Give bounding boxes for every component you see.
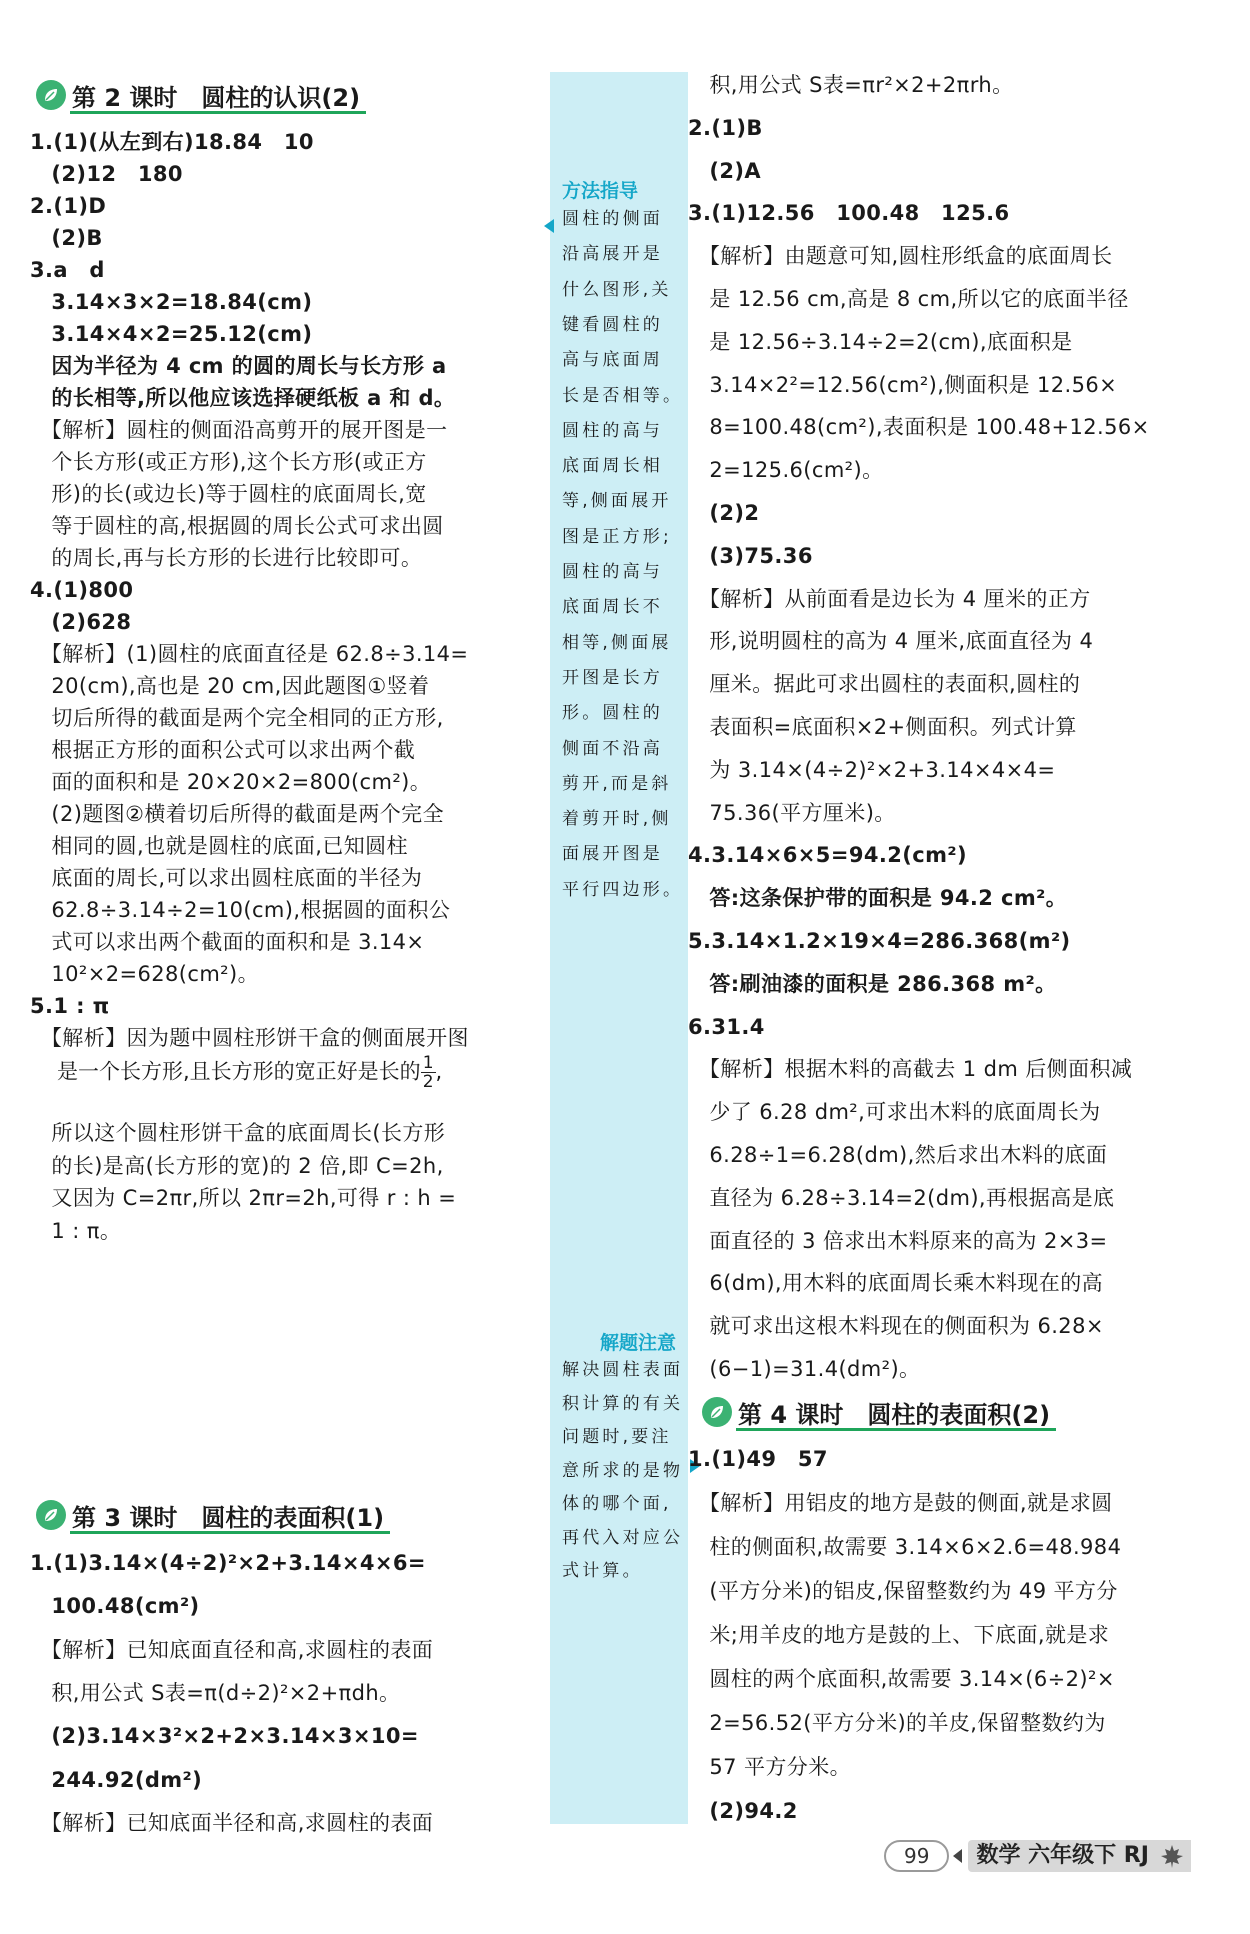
tip-title-note: 解题注意 (600, 1332, 677, 1354)
answer-line: 根据正方形的面积公式可以求出两个截 (30, 738, 416, 762)
answer-line: 【解析】已知底面直径和高,求圆柱的表面 (30, 1637, 434, 1662)
maple-leaf-icon (1159, 1840, 1191, 1872)
tip-line: 积计算的有关 (562, 1393, 684, 1414)
tip-line: 着剪开时,侧 (562, 809, 672, 830)
answer-line: 20(cm),高也是 20 cm,因此题图①竖着 (30, 674, 430, 698)
tip-line: 圆柱的高与 (562, 562, 663, 582)
answer-line: 6.28÷1=6.28(dm),然后求出木料的底面 (688, 1143, 1108, 1167)
answer-line: (2)628 (30, 610, 132, 634)
answer-line: 面的面积和是 20×20×2=800(cm²)。 (30, 770, 432, 794)
answer-line: 【解析】由题意可知,圆柱形纸盒的底面周长 (688, 244, 1113, 269)
section-title: 第 4 课时 圆柱的表面积(2) (738, 1400, 1051, 1429)
section-title: 第 2 课时 圆柱的认识(2) (72, 83, 361, 112)
answer-line: 【解析】(1)圆柱的底面直径是 62.8÷3.14= (30, 642, 469, 666)
answer-line: (2)题图②横着切后所得的截面是两个完全 (30, 802, 444, 826)
tip-line: 沿高展开是 (562, 244, 663, 265)
tip-line: 相等,侧面展 (562, 632, 672, 653)
answer-line: 柱的侧面积,故需要 3.14×6×2.6=48.984 (688, 1535, 1122, 1559)
answer-line: (2)A (688, 158, 762, 183)
book-title: 数学 六年级下 RJ (968, 1840, 1158, 1872)
tip-line: 再代入对应公 (562, 1527, 684, 1548)
answer-line: 3.a d (30, 258, 105, 282)
tip-line: 底面周长相 (562, 456, 663, 477)
answer-line: 就可求出这根木料现在的侧面积为 6.28× (688, 1314, 1104, 1339)
tip-line: 什么图形,关 (562, 279, 672, 300)
answer-line: 少了 6.28 dm²,可求出木料的底面周长为 (688, 1100, 1101, 1125)
answer-line: 2.(1)B (688, 115, 763, 140)
tip-line: 键看圆柱的 (562, 314, 663, 335)
tip-line: 圆柱的侧面 (562, 209, 663, 229)
answer-line: 直径为 6.28÷3.14=2(dm),再根据高是底 (688, 1185, 1115, 1210)
answer-line: 的长)是高(长方形的宽)的 2 倍,即 C=2h, (30, 1153, 444, 1178)
answer-line: 【解析】根据木料的高截去 1 dm 后侧面积减 (688, 1057, 1133, 1082)
tip-title-method: 方法指导 (562, 180, 639, 202)
fraction-denominator: 2 (422, 1072, 434, 1092)
answer-line: 4.3.14×6×5=94.2(cm²) (688, 843, 967, 868)
left-pointer-icon (544, 219, 554, 233)
answer-line: 6.31.4 (688, 1014, 765, 1039)
answer-line: 答:刷油漆的面积是 286.368 m²。 (688, 971, 1057, 996)
tip-line: 式计算。 (562, 1561, 643, 1581)
tip-line: 问题时,要注 (562, 1427, 672, 1447)
answer-line: (2)2 (688, 501, 760, 525)
answer-line: (2)94.2 (688, 1799, 798, 1823)
tip-line: 体的哪个面, (562, 1494, 672, 1514)
section-title: 第 3 课时 圆柱的表面积(1) (72, 1503, 385, 1532)
tip-line: 侧面不沿高 (562, 738, 663, 759)
tip-line: 底面周长不 (562, 597, 663, 618)
tip-line: 平行四边形。 (562, 879, 684, 900)
answer-line: 表面积=底面积×2+侧面积。列式计算 (688, 715, 1077, 739)
answer-line: 62.8÷3.14÷2=10(cm),根据圆的面积公 (30, 898, 451, 922)
section-underline (736, 1428, 1056, 1431)
tip-line: 剪开,而是斜 (562, 773, 672, 794)
answer-line: 10²×2=628(cm²)。 (30, 962, 259, 986)
leaf-badge-icon (36, 1500, 66, 1530)
answer-line: 2=125.6(cm²)。 (688, 458, 884, 483)
fraction-line-prefix: 是一个长方形,且长方形的宽正好是长的 (36, 1059, 421, 1084)
answer-line: 4.(1)800 (30, 578, 134, 602)
answer-line-with-fraction (36, 1054, 442, 1091)
answer-line: 底面的周长,可以求出圆柱底面的半径为 (30, 866, 423, 890)
answer-line: 积,用公式 S表=π(d÷2)²×2+πdh。 (30, 1680, 401, 1705)
section-heading-lesson-2 (36, 76, 360, 114)
answer-line: (2)3.14×3²×2+2×3.14×3×10= (30, 1724, 419, 1749)
page-footer (884, 1838, 1191, 1874)
leaf-badge-icon (36, 80, 66, 110)
answer-line: 又因为 C=2πr,所以 2πr=2h,可得 r : h = (30, 1186, 457, 1210)
answer-line: 厘米。据此可求出圆柱的表面积,圆柱的 (688, 672, 1081, 697)
answer-line: (平方分米)的铝皮,保留整数约为 49 平方分 (688, 1579, 1118, 1603)
answer-line: 等于圆柱的高,根据圆的周长公式可求出圆 (30, 514, 444, 538)
section-underline (70, 111, 366, 114)
fraction-one-half (421, 1054, 436, 1091)
answer-line: 8=100.48(cm²),表面积是 100.48+12.56× (688, 415, 1150, 440)
answer-line: 是 12.56 cm,高是 8 cm,所以它的底面半径 (688, 287, 1129, 311)
answer-line: 因为半径为 4 cm 的圆的周长与长方形 a (30, 354, 447, 378)
answer-line: 57 平方分米。 (688, 1755, 851, 1779)
answer-line: 2=56.52(平方分米)的羊皮,保留整数约为 (688, 1711, 1106, 1735)
answer-line: 形)的长(或边长)等于圆柱的底面周长,宽 (30, 482, 427, 506)
tip-line: 高与底面周 (562, 350, 663, 371)
answer-line: 1.(1)3.14×(4÷2)²×2+3.14×4×6= (30, 1551, 426, 1575)
leaf-badge-icon (702, 1397, 732, 1427)
answer-line: 2.(1)D (30, 194, 107, 218)
answer-line: (3)75.36 (688, 543, 813, 568)
answer-line: 形,说明圆柱的高为 4 厘米,底面直径为 4 (688, 629, 1094, 654)
section-underline (70, 1531, 390, 1534)
tip-line: 圆柱的高与 (562, 420, 663, 441)
page-number: 99 (884, 1840, 949, 1872)
tip-line: 解决圆柱表面 (562, 1360, 684, 1380)
tip-line: 形。圆柱的 (562, 703, 663, 724)
answer-line: 6(dm),用木料的底面周长乘木料现在的高 (688, 1271, 1104, 1296)
answer-line: 5.1 : π (30, 994, 110, 1018)
answer-line: 3.(1)12.56 100.48 125.6 (688, 201, 1010, 226)
answer-line: (2)12 180 (30, 162, 183, 186)
answer-line: 3.14×4×2=25.12(cm) (30, 322, 313, 346)
answer-line: 【解析】从前面看是边长为 4 厘米的正方 (688, 586, 1091, 611)
answer-line: 为 3.14×(4÷2)²×2+3.14×4×4= (688, 757, 1056, 782)
answer-line: 75.36(平方厘米)。 (688, 800, 896, 825)
answer-line: 答:这条保护带的面积是 94.2 cm²。 (688, 886, 1068, 911)
section-heading-lesson-3 (36, 1496, 384, 1534)
answer-line: 244.92(dm²) (30, 1767, 203, 1792)
answer-line: (2)B (30, 226, 103, 250)
fraction-line-suffix: , (435, 1059, 443, 1084)
answer-line: 是 12.56÷3.14÷2=2(cm),底面积是 (688, 329, 1073, 354)
answer-line: (6−1)=31.4(dm²)。 (688, 1357, 921, 1381)
answer-line: 圆柱的两个底面积,故需要 3.14×(6÷2)²× (688, 1667, 1115, 1691)
answer-line: 3.14×2²=12.56(cm²),侧面积是 12.56× (688, 372, 1118, 397)
answer-line: 【解析】已知底面半径和高,求圆柱的表面 (30, 1810, 434, 1835)
answer-line: 的周长,再与长方形的长进行比较即可。 (30, 546, 423, 570)
answer-line: 所以这个圆柱形饼干盒的底面周长(长方形 (30, 1121, 446, 1145)
left-triangle-icon (953, 1849, 962, 1863)
tip-line: 图是正方形; (562, 526, 672, 547)
answer-line: 面直径的 3 倍求出木料原来的高为 2×3= (688, 1228, 1108, 1253)
tip-line: 等,侧面展开 (562, 491, 672, 512)
answer-line: 的长相等,所以他应该选择硬纸板 a 和 d。 (30, 386, 456, 410)
tip-line: 意所求的是物 (562, 1460, 684, 1481)
answer-line: 切后所得的截面是两个完全相同的正方形, (30, 706, 444, 730)
answer-line: 【解析】因为题中圆柱形饼干盒的侧面展开图 (30, 1026, 469, 1050)
answer-line: 米;用羊皮的地方是鼓的上、下底面,就是求 (688, 1623, 1110, 1647)
answer-line: 个长方形(或正方形),这个长方形(或正方 (30, 450, 427, 474)
answer-line: 100.48(cm²) (30, 1594, 200, 1619)
answer-line: 式可以求出两个截面的面积和是 3.14× (30, 930, 425, 954)
answer-line: 相同的圆,也就是圆柱的底面,已知圆柱 (30, 834, 408, 858)
answer-line: 积,用公式 S表=πr²×2+2πrh。 (688, 73, 1014, 97)
answer-line: 1.(1)49 57 (688, 1447, 828, 1471)
tip-line: 开图是长方 (562, 667, 663, 688)
tip-line: 长是否相等。 (562, 385, 684, 406)
answer-line: 3.14×3×2=18.84(cm) (30, 290, 313, 314)
answer-line: 1.(1)(从左到右)18.84 10 (30, 130, 314, 154)
answer-line: 【解析】圆柱的侧面沿高剪开的展开图是一 (30, 418, 448, 442)
fraction-numerator: 1 (422, 1053, 434, 1073)
answer-line: 5.3.14×1.2×19×4=286.368(m²) (688, 929, 1071, 953)
answer-line: 【解析】用铝皮的地方是鼓的侧面,就是求圆 (688, 1491, 1113, 1515)
section-heading-lesson-4 (702, 1393, 1050, 1431)
answer-line: 1 : π。 (30, 1218, 122, 1243)
tip-line: 面展开图是 (562, 844, 663, 865)
